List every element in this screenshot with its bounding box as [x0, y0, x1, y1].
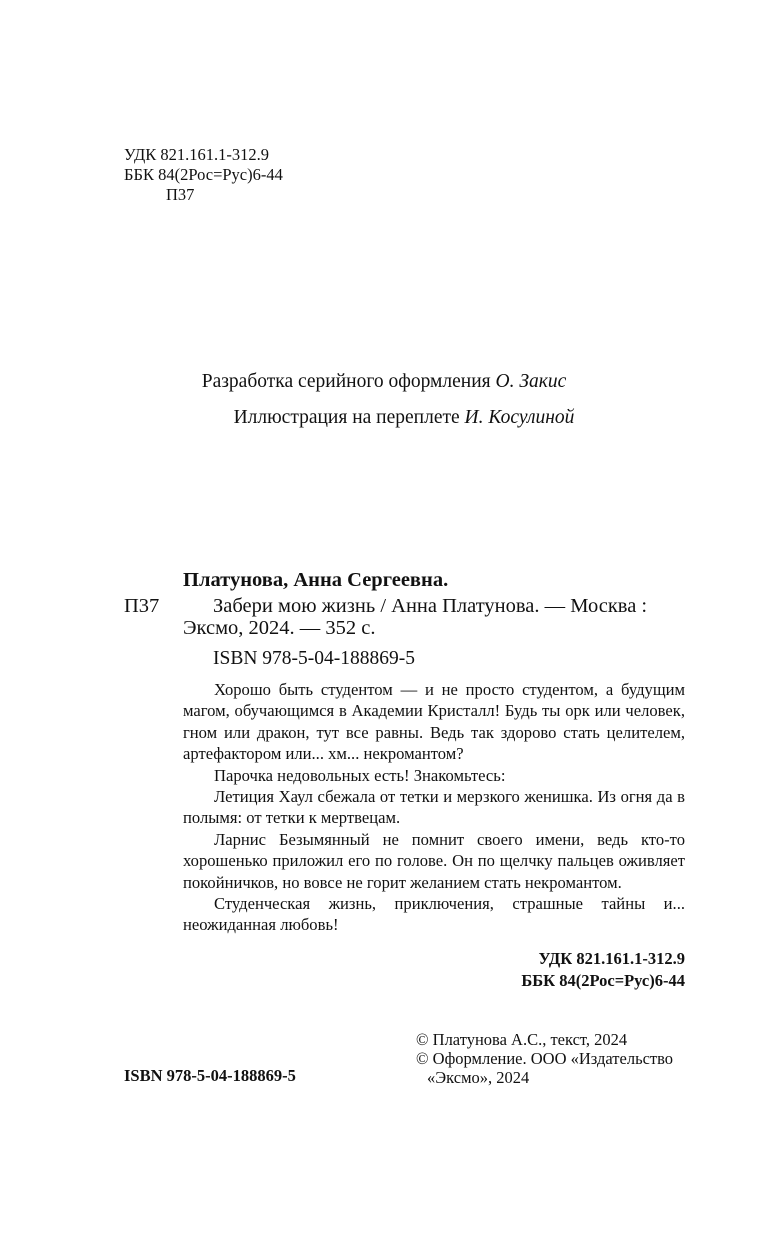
bibliography-code: П37 — [124, 595, 160, 617]
annotation-paragraph: Ларнис Безымянный не помнит своего имени, ведь кто-то хорошенько приложил его по голове. Он по щелчку пальцев оживляет покойничков, но вовсе не горит желанием стать некромантом. — [183, 829, 685, 892]
bibliography-publisher-line: Эксмо, 2024. — 352 с. — [183, 617, 376, 639]
illustration-name: И. Косулиной — [464, 407, 575, 428]
series-design-credit — [0, 369, 768, 395]
series-design-name: О. Закис — [495, 371, 567, 392]
bbk-code: ББК 84(2Рос=Рус)6-44 — [124, 165, 283, 184]
annotation — [183, 679, 685, 936]
bibliography-title-line: Забери мою жизнь / Анна Платунова. — Москва : — [213, 595, 648, 617]
udk-code: УДК 821.161.1-312.9 — [124, 145, 270, 164]
annotation-paragraph: Студенческая жизнь, приключения, страшные тайны и... неожиданная любовь! — [183, 894, 685, 935]
copyright-design: © Оформление. ООО «Издательство — [416, 1049, 674, 1068]
series-design-label: Разработка серийного оформления — [201, 371, 496, 392]
annotation-paragraph: Хорошо быть студентом — и не просто студентом, а будущим магом, обучающимся в Академии Кристалл! Будь ты орк или человек, гном или дракон, тут все равны. Ведь так здорово стать целителем, артефактором или... хм... некромантом? — [183, 680, 685, 764]
annotation-paragraph: Парочка недовольных есть! Знакомьтесь: — [214, 765, 506, 785]
illustration-credit — [0, 405, 768, 431]
bbk-code-bold: ББК 84(2Рос=Рус)6-44 — [521, 971, 685, 990]
udk-code-bold: УДК 821.161.1-312.9 — [538, 949, 685, 968]
copyright-text: © Платунова А.С., текст, 2024 — [416, 1030, 628, 1049]
author-heading: Платунова, Анна Сергеевна. — [183, 569, 449, 591]
author-sign-code: П37 — [166, 185, 195, 204]
illustration-label: Иллюстрация на переплете — [233, 407, 465, 428]
bibliography-isbn: ISBN 978-5-04-188869-5 — [213, 648, 416, 669]
annotation-paragraph: Летиция Хаул сбежала от тетки и мерзкого женишка. Из огня да в полымя: от тетки к мертвецам. — [183, 787, 685, 828]
footer-isbn: ISBN 978-5-04-188869-5 — [124, 1066, 296, 1085]
copyright-design-cont: «Эксмо», 2024 — [427, 1068, 530, 1087]
